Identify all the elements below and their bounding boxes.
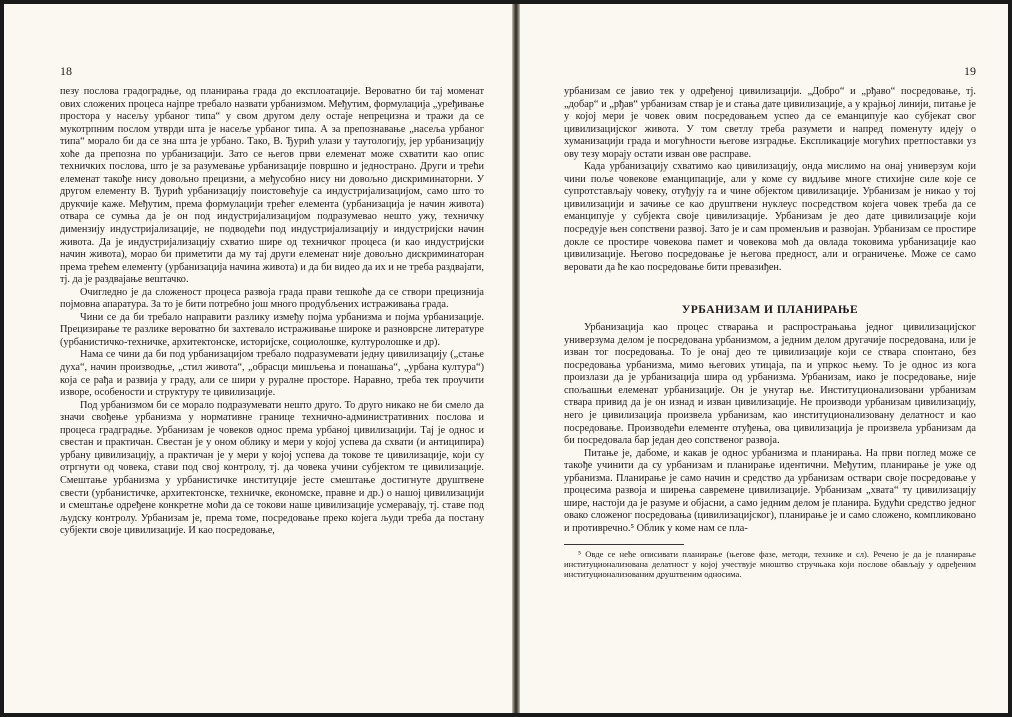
right-page <box>520 4 1008 713</box>
left-paragraph: пезу послова градоградње, од планирања града до експлоатације. Вероватно би тај моменат ових сложених процеса најпре требало назвати урбанизмом. Међутим, формулација „уређивање простора у насељу урбаног типа“ у свом другом делу остаје непрецизна и тражи да се мукотрпним послом утврди шта је насеље урбаног типа. А за препознавање „насеља урбаног типа“ морало би да се зна шта је урбано. Тако, В. Ђурић улази у таутологију, јер урбанизацију хоће да препозна по урбанизацији. Зато се његов први елеменат може схватити као опис техничких послова, што је за разумевање урбанизације површно и једнострано. Други и трећи елеменат такође нису довољно прецизни, а међусобно нису ни довољно дискриминаторни. У другом елементу В. Ђурић урбанизацију поистовећује са индустријализацијом, само што то друкчије каже. Међутим, према формулацији трећег елемента (урбанизација је начин живота) отвара се сумња да је он под индустријализацијом подразумевао нешто ужу, техничку димензију индустријализације, не подводећи под индустријализацију и индустријски начин живота. Да је индустријализацију схватио шире од техничког процеса (и као индустријски начин живота), морао би приметити да му тај други елеменат није довољно дискриминаторан према трећем елементу (урбанизација начина живота) и да би видео да их и не треба раздвајати, тј. да је раздвајање вештачко. <box>60 86 484 286</box>
section-heading: УРБАНИЗАМ И ПЛАНИРАЊЕ <box>681 304 859 317</box>
footnote-rule <box>564 544 684 545</box>
right-paragraph: Питање је, дабоме, и какав је однос урбанизма и планирања. На први поглед може се такође учинити да су урбанизам и планирање идентични. Међутим, планирање је уже од урбанизма. Планирање је само начин и средство да урбанизам оствари своје посредовање у процесима развоја и ширења савремене цивилизације. Урбанизам „хвата“ ту цивилизацију шире, настоји да је разуме и објасни, а само једним делом је планира. Будући средство једног овако сложеног посредовања (цивилизацијског), планирање је и само сложено, компликовано и противречно.⁵ Облик у коме нам се пла- <box>564 447 976 534</box>
right-body-text <box>564 86 976 536</box>
right-paragraph: Када урбанизацију схватимо као цивилизацију, онда мислимо на онај универзум који чини поље човекове еманципације, али у коме су видљиве многе стихијне силе које се супротстављају човеку, отуђују га и чине објектом цивилизације. Урбанизам је никао у тој цивилизацији и зачиње се као друштвени нуклеус посредством којега човек треба да се еманципује у субјекта своје цивилизације. Урбанизам је део дате цивилизације који посредује њен сопствени развој. Зато је и сам променљив и развојан. Урбанизам се простире докле се простире човекова памет и човекова моћ да овлада токовима урбанизације као цивилизације. Његово посредовање је његова предност, али и ограничење. Може се само веровати да ће као посредовање бити превазиђен. <box>564 161 976 273</box>
book-gutter <box>512 4 520 713</box>
left-page <box>4 4 512 713</box>
page-number-right: 19 <box>964 64 976 78</box>
left-body-text <box>60 86 484 538</box>
left-paragraph: Чини се да би требало направити разлику између појма урбанизма и појма урбанизације. Прецизирање те разлике вероватно би захтевало истраживање широке и разноврсне литературе (урбанистичко-техничке, архитектонске, историјске, социолошке, културолошке и др). <box>60 311 484 348</box>
right-paragraph: Урбанизација као процес стварања и распрострањања једног цивилизацијског универзума делом је посредована урбанизмом, а једним делом другачије посредована, или је изван тог посредовања. То је онај део те цивилизације који се ствара спонтано, без посредовања урбанизма, мимо његових утицаја, па и упркос њему. То је однос из кога произлази да је урбанизација шира од урбанизма. Урбанизам, иако је посредовање, није спољашњи елеменат урбанизације. Он је унутар ње. Институционализовани урбанизам ствара привид да је он изнад и изван цивилизације. Не производи урбанизам цивилизацију, него је цивилизација произвела урбанизам, као институционализовану делатност и као посредовање. Производећи елементе отуђења, ова цивилизација је произвела урбанизам да би посредовала бар један део сопственог развоја. <box>564 322 976 447</box>
footnote <box>564 549 976 580</box>
left-paragraph: Очигледно је да сложеност процеса развоја града прави тешкоће да се створи прецизнија појмовна апаратура. За то је бити потребно још много продубљених истраживања града. <box>60 286 484 311</box>
right-paragraph: урбанизам се јавио тек у одређеној цивилизацији. „Добро“ и „рђаво“ посредовање, тј. „добар“ и „рђав“ урбанизам ствар је и стања дате цивилизације, а у крајњој линији, питање је у којој мери је човек овим посредовањем успео да се еманципује као субјекат свог цивилизацијског живота. У том светлу треба разумети и напред поменуту идеју о хуманизацији града и могућности његове изградње. Експликације могућих претпоставки уз ову тезу морају остати изван ове расправе. <box>564 86 976 160</box>
page-number-left: 18 <box>60 64 72 78</box>
left-paragraph: Под урбанизмом би се морало подразумевати нешто друго. То друго никако не би смело да значи свођење урбанизма у нормативне границе технично-административних послова и процеса градградње. Урбанизам је човеков однос према урбаној цивилизацији. Тај је однос и свестан и практичан. Свестан је у оном облику и мери у којој успева да схвати (и антиципира) урбану цивилизацију, а практичан је у мери у којој успева да токове те цивилизације, који су отргнути од човека, стави под свој контролу, тј. да човека учини субјектом те цивилизације. Смештање урбанизма у урбанистичке институције јесте смештање достигнуте друштвене свести (урбанистичке, архитектонске, техничке, економске, правне и др.) о нашој цивилизацији и смештање одређене конкретне моћи да се токови наше цивилизације усмеравају, тј. ставе под људску контролу. Урбанизам је, према томе, посредовање преко којега људи треба да постану субјекти своје цивилизације. И као посредовање, <box>60 399 484 537</box>
footnote-text: ⁵ Овде се неће описивати планирање (његове фазе, методи, технике и сл). Речено је да је планирање институционализована делатност у којој учествује мноштво стручњака који послове обављају у одређеним институционализованим друштвеним односима. <box>564 548 976 580</box>
left-paragraph: Нама се чини да би под урбанизацијом требало подразумевати једну цивилизацију („стање духа“, начин производње, „стил живота“, „обрасци мишљења и понашања“, „урбана култура“) која се рађа и развија у граду, али се шири у руралне просторе. Наравно, треба тек проучити изворе, особености и структуру те цивилизације. <box>60 349 484 399</box>
